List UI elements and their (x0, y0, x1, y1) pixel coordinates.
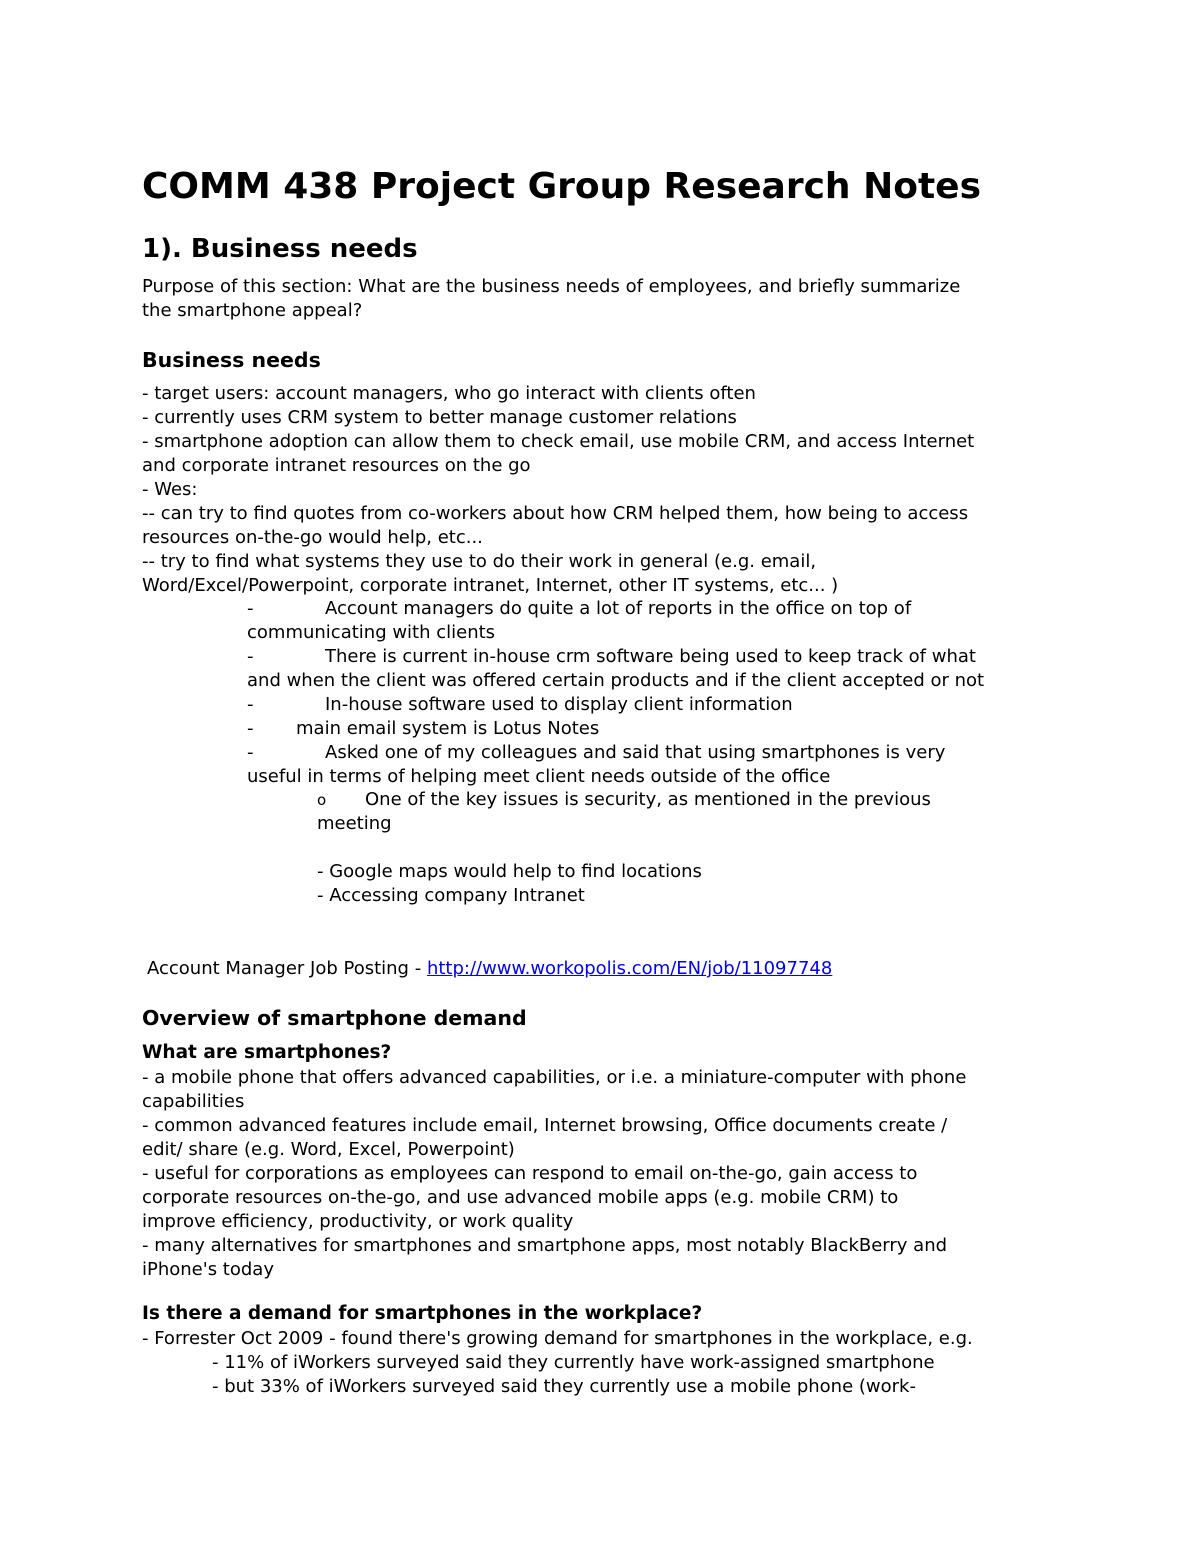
list-item: - Wes: (142, 479, 198, 500)
bullet-marker: - (247, 742, 254, 763)
bullet-text: There is current in-house crm software being used to keep track of what (325, 646, 976, 667)
list-item: - Google maps would help to find locations (317, 861, 702, 882)
question-heading-demand: Is there a demand for smartphones in the workplace? (142, 1303, 703, 1324)
job-posting-line (147, 957, 832, 981)
bullet-item (247, 741, 1107, 765)
purpose-line: Purpose of this section: What are the business needs of employees, and briefly summarize (142, 276, 961, 297)
bullet-marker: - (247, 646, 254, 667)
list-item: - useful for corporations as employees can respond to email on-the-go, gain access to (142, 1163, 918, 1184)
bullet-item (247, 597, 1107, 621)
list-item: -- try to find what systems they use to do their work in general (e.g. email, (142, 551, 817, 572)
business-needs-list (142, 382, 974, 598)
list-item: - but 33% of iWorkers surveyed said they currently use a mobile phone (work- (212, 1376, 916, 1397)
bullet-text: In-house software used to display client information (325, 694, 793, 715)
subheading-business-needs: Business needs (142, 348, 321, 372)
list-item: resources on-the-go would help, etc... (142, 527, 483, 548)
job-posting-label: Account Manager Job Posting - (147, 958, 427, 979)
demand-list (142, 1327, 973, 1399)
list-item: corporate resources on-the-go, and use advanced mobile apps (e.g. mobile CRM) to (142, 1187, 899, 1208)
bullet-marker: - (247, 718, 254, 739)
research-bullets (247, 597, 1107, 789)
what-are-smartphones-list (142, 1066, 966, 1282)
question-heading-what: What are smartphones? (142, 1042, 392, 1063)
list-item: -- can try to find quotes from co-workers about how CRM helped them, how being to access (142, 503, 969, 524)
purpose-line: the smartphone appeal? (142, 300, 363, 321)
list-item: Word/Excel/Powerpoint, corporate intranet, Internet, other IT systems, etc... ) (142, 575, 839, 596)
sub-bullet-item (317, 788, 1077, 812)
list-item: - target users: account managers, who go interact with clients often (142, 383, 756, 404)
sub-bullet-marker: o (317, 791, 327, 809)
bullet-marker: - (247, 598, 254, 619)
sub-bullet-block (317, 788, 1077, 908)
list-item: iPhone's today (142, 1259, 274, 1280)
list-item: - Accessing company Intranet (317, 885, 585, 906)
list-item: - 11% of iWorkers surveyed said they currently have work-assigned smartphone (212, 1352, 935, 1373)
list-item: - common advanced features include email, Internet browsing, Office documents create / (142, 1115, 948, 1136)
list-item: - many alternatives for smartphones and smartphone apps, most notably BlackBerry and (142, 1235, 948, 1256)
list-item: and corporate intranet resources on the go (142, 455, 531, 476)
blank-line (317, 836, 1077, 860)
bullet-item (247, 645, 1107, 669)
bullet-item (247, 717, 1107, 741)
subheading-overview: Overview of smartphone demand (142, 1006, 527, 1030)
section-heading-business-needs: 1). Business needs (142, 234, 418, 264)
list-item: - Forrester Oct 2009 - found there's growing demand for smartphones in the workplace, e.g. (142, 1328, 973, 1349)
bullet-item (247, 693, 1107, 717)
sub-bullet-continuation: meeting (317, 813, 392, 834)
bullet-text: main email system is Lotus Notes (296, 718, 600, 739)
bullet-marker: - (247, 694, 254, 715)
list-item: - a mobile phone that offers advanced capabilities, or i.e. a miniature-computer with phone (142, 1067, 967, 1088)
bullet-continuation: useful in terms of helping meet client needs outside of the office (247, 766, 831, 787)
list-item: - currently uses CRM system to better manage customer relations (142, 407, 737, 428)
list-item: improve efficiency, productivity, or work quality (142, 1211, 574, 1232)
list-item: capabilities (142, 1091, 245, 1112)
purpose-paragraph (142, 275, 960, 323)
bullet-text: Account managers do quite a lot of reports in the office on top of (325, 598, 912, 619)
bullet-continuation: and when the client was offered certain products and if the client accepted or not (247, 670, 985, 691)
bullet-text: Asked one of my colleagues and said that using smartphones is very (325, 742, 946, 763)
list-item: edit/ share (e.g. Word, Excel, Powerpoint) (142, 1139, 515, 1160)
bullet-continuation: communicating with clients (247, 622, 496, 643)
document-title: COMM 438 Project Group Research Notes (142, 166, 982, 207)
job-posting-link[interactable]: http://www.workopolis.com/EN/job/11097748 (426, 958, 833, 979)
list-item: - smartphone adoption can allow them to check email, use mobile CRM, and access Internet (142, 431, 975, 452)
sub-bullet-text: One of the key issues is security, as mentioned in the previous (365, 789, 931, 810)
